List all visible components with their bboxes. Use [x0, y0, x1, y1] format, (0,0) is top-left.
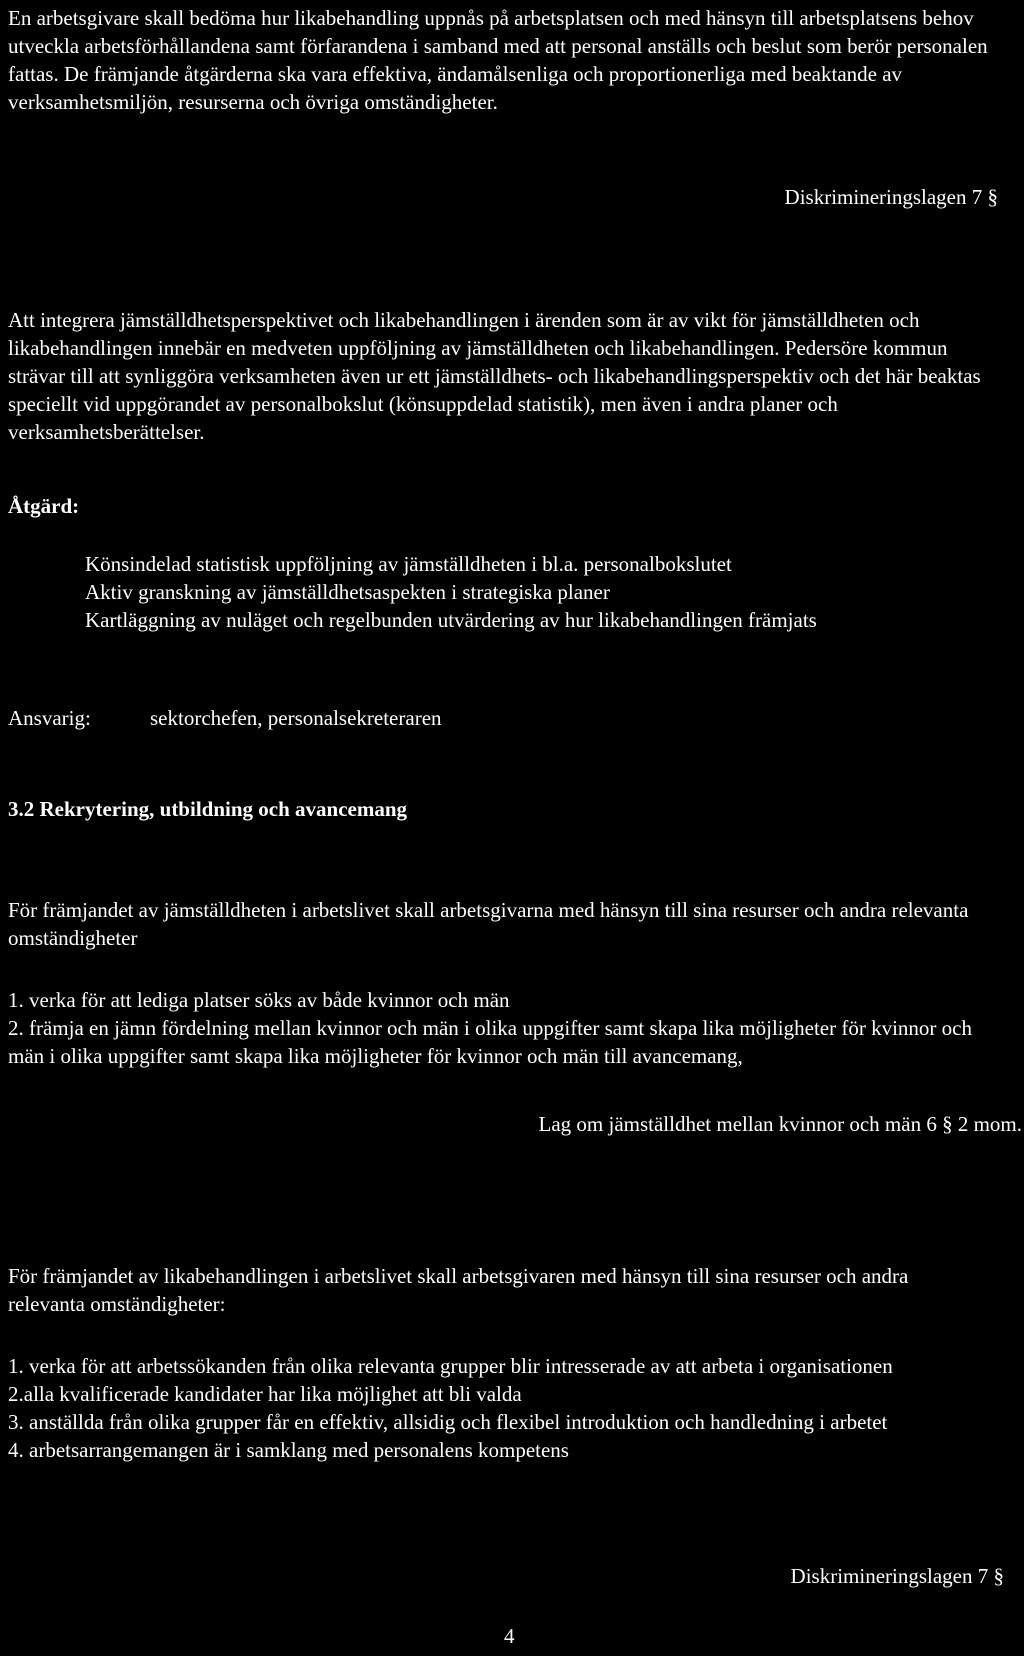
- list-item: 3. anställda från olika grupper får en effektiv, allsidig och flexibel introduktion och handledning i arbetet: [8, 1410, 888, 1434]
- list-item: 1. verka för att lediga platser söks av både kvinnor och män: [8, 988, 510, 1012]
- list-item: 4. arbetsarrangemangen är i samklang med personalens kompetens: [8, 1438, 569, 1462]
- integration-paragraph: Att integrera jämställdhetsperspektivet och likabehandlingen i ärenden som är av vikt för jämställdheten och likabehandlingen innebär en medveten uppföljning av jämställdheten och likabehandlingen. Pedersöre kommun strävar till att synliggöra verksamheten även ur ett jämställdhets- och likabehandlingsperspektiv och det här beaktas speciellt vid uppgörandet av personalbokslut (könsuppdelad statistik), men även i andra planer och verksamhetsberättelser.: [8, 308, 981, 444]
- page-number: 4: [504, 1624, 515, 1648]
- equal-treatment-list: [8, 1352, 1008, 1464]
- list-item: Kartläggning av nuläget och regelbunden utvärdering av hur likabehandlingen främjats: [85, 608, 817, 632]
- responsible-label: Ansvarig:: [8, 706, 91, 730]
- intro-citation: Diskrimineringslagen 7 §: [784, 185, 998, 209]
- measures-heading: Åtgärd:: [8, 494, 80, 518]
- list-item: 1. verka för att arbetssökanden från olika relevanta grupper blir intresserade av att arbeta i organisationen: [8, 1354, 893, 1378]
- responsible-value: sektorchefen, personalsekreteraren: [150, 706, 442, 730]
- list-item: Könsindelad statistisk uppföljning av jämställdheten i bl.a. personalbokslutet: [85, 552, 732, 576]
- list-item: 2.alla kvalificerade kandidater har lika möjlighet att bli valda: [8, 1382, 522, 1406]
- list-item: 2. främja en jämn fördelning mellan kvinnor och män i olika uppgifter samt skapa lika möjligheter för kvinnor och män i olika uppgifter samt skapa lika möjligheter för kvinnor och män till avancemang,: [8, 1016, 972, 1068]
- equal-treatment-citation: Diskrimineringslagen 7 §: [790, 1564, 1004, 1588]
- equality-intro: För främjandet av jämställdheten i arbetslivet skall arbetsgivarna med hänsyn till sina resurser och andra relevanta omständigheter: [8, 898, 969, 950]
- section-title: 3.2 Rekrytering, utbildning och avancemang: [8, 797, 408, 821]
- equality-list: [8, 986, 1008, 1070]
- measures-list: [85, 550, 935, 634]
- equal-treatment-intro: För främjandet av likabehandlingen i arbetslivet skall arbetsgivaren med hänsyn till sina resurser och andra relevanta omständigheter:: [8, 1264, 909, 1316]
- equality-citation: Lag om jämställdhet mellan kvinnor och män 6 § 2 mom.: [538, 1112, 1022, 1136]
- list-item: Aktiv granskning av jämställdhetsaspekten i strategiska planer: [85, 580, 610, 604]
- intro-paragraph: En arbetsgivare skall bedöma hur likabehandling uppnås på arbetsplatsen och med hänsyn till arbetsplatsens behov utveckla arbetsförhållandena samt förfarandena i samband med att personal anställs och beslut som berör personalen fattas. De främjande åtgärderna ska vara effektiva, ändamålsenliga och proportionerliga med beaktande av verksamhetsmiljön, resurserna och övriga omständigheter.: [8, 6, 988, 114]
